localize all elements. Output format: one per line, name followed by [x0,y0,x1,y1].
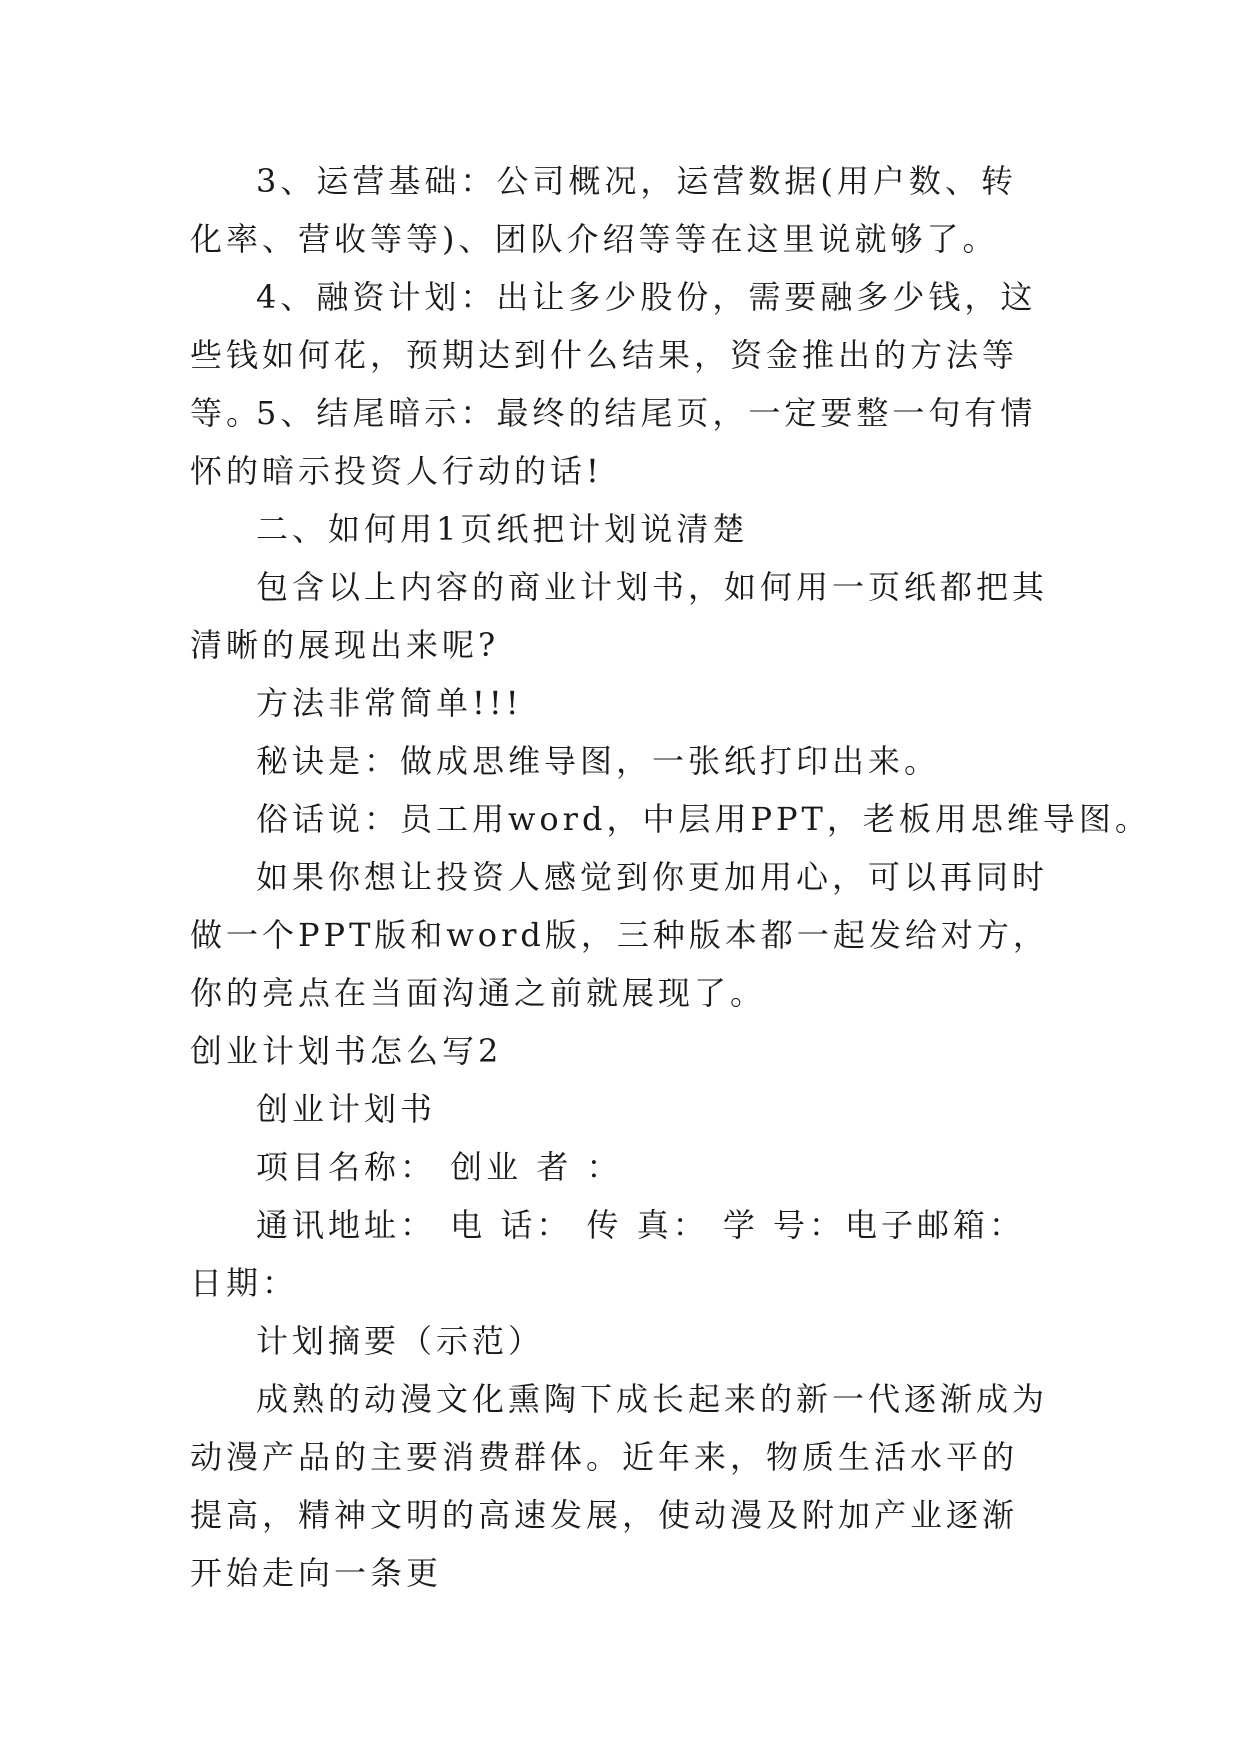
paragraph-summary: 成熟的动漫文化熏陶下成长起来的新一代逐渐成为动漫产品的主要消费群体。近年来，物质生活水平的提高，精神文明的高速发展，使动漫及附加产业逐渐开始走向一条更 [190,1380,1049,1592]
project-name-line: 项目名称： 创业 者 ： [256,1148,623,1186]
paragraph-simple-method: 方法非常简单!!! [256,684,523,722]
section-heading-one-page: 二、如何用1页纸把计划说清楚 [256,510,749,548]
paragraph-closing-hint: 5、结尾暗示：最终的结尾页，一定要整一句有情怀的暗示投资人行动的话! [190,394,1037,490]
paragraph-secret: 秘诀是：做成思维导图，一张纸打印出来。 [256,742,941,780]
paragraph-operations-basis: 3、运营基础：公司概况，运营数据(用户数、转化率、营收等等)、团队介绍等等在这里说就够了。 [190,162,1017,258]
paragraph-versions: 如果你想让投资人感觉到你更加用心，可以再同时做一个PPT版和word版，三种版本都一起发给对方，你的亮点在当面沟通之前就展现了。 [190,858,1049,1012]
article-title: 创业计划书怎么写2 [190,1032,503,1070]
paragraph-financing-plan: 4、融资计划：出让多少股份，需要融多少钱，这些钱如何花，预期达到什么结果，资金推出的方法等等。 [190,278,1037,432]
contact-info-line: 通讯地址： 电 话： 传 真： 学 号：电子邮箱： 日期： [190,1206,1026,1302]
paragraph-question: 包含以上内容的商业计划书，如何用一页纸都把其清晰的展现出来呢? [190,568,1049,664]
summary-heading: 计划摘要（示范） [256,1322,545,1360]
paragraph-saying: 俗话说：员工用word，中层用PPT，老板用思维导图。 [256,800,1151,838]
plan-title: 创业计划书 [256,1090,437,1128]
